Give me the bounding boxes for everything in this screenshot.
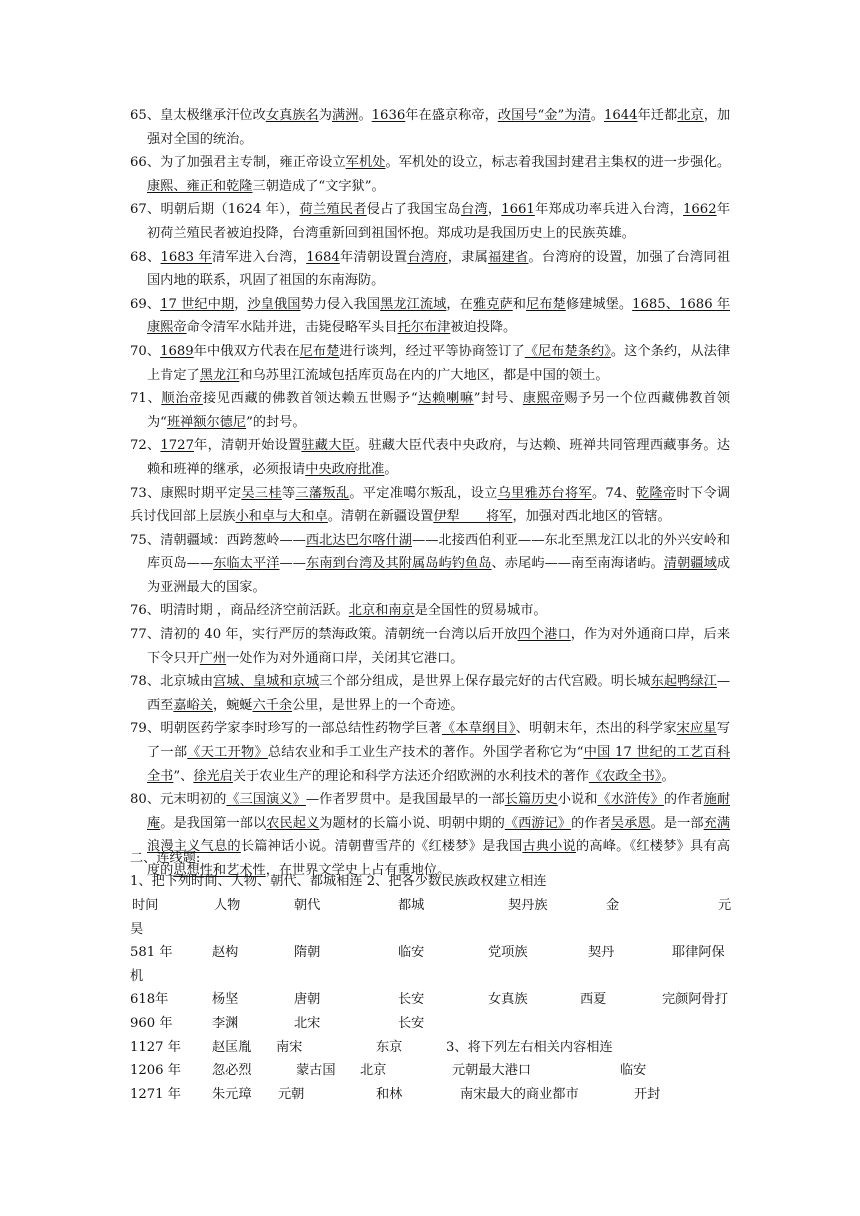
matching-cell: 契丹族 (508, 898, 548, 913)
matching-cell: 1271 年 (130, 1086, 181, 1102)
answer-blank: 台湾府 (407, 249, 448, 265)
item-text: 、赤尾屿——南至南海诸屿。 (491, 556, 664, 572)
item-number: 77、 (130, 627, 161, 643)
item-text: 进行谈判，经过平等协商签订了 (339, 343, 525, 359)
item-text: 明清时期 ，商品经济空前活跃。 (159, 603, 349, 619)
item-text: 长篇神话小说。清朝曹雪芹的《红楼梦》是我国 (240, 839, 523, 855)
matching-cell: 朱元璋 (212, 1086, 252, 1102)
answer-blank: 17 世纪中期 (160, 296, 235, 312)
item-text: 势力侵入我国 (300, 296, 381, 312)
answer-blank: 东临太平洋 (213, 556, 280, 572)
matching-cell: 蒙古国 (296, 1063, 336, 1079)
item-number: 80、 (130, 792, 161, 808)
matching-cell: 昊 (130, 921, 144, 937)
answer-blank: 古典小说 (522, 839, 576, 855)
answer-blank: 台湾 (460, 202, 488, 218)
answer-blank: 1684 (306, 249, 340, 265)
answer-blank: 东起鸭绿江 (650, 674, 717, 690)
item-text: ， (487, 202, 502, 218)
matching-cell: 东京 (376, 1039, 403, 1055)
answer-blank: 托尔布津 (397, 320, 451, 336)
item-text: —西至 (147, 674, 731, 713)
matching-cell: 元朝 (278, 1086, 305, 1102)
answer-blank: 农民起义 (266, 815, 320, 831)
matching-cell: 北京 (360, 1063, 387, 1079)
item-text: 为题材的长篇小说、明朝中期的 (319, 815, 505, 831)
item-text: 赐予另一个位西藏佛教首领为“ (147, 391, 731, 430)
item-text: 三朝造成了“文字狱”。 (252, 178, 385, 194)
item-text: 命令清军水陆并进，击毙侵略军头目 (186, 320, 398, 336)
matching-cell: 杨坚 (212, 992, 239, 1008)
section-title: 二、连线题: (130, 851, 201, 866)
item-text: 、明朝末年，杰出的科学家 (515, 721, 677, 737)
item-number: 79、 (130, 721, 161, 737)
item-text: 。 (661, 768, 675, 784)
item-text: 。是一部 (650, 815, 704, 831)
question-item (130, 529, 730, 600)
answer-blank: 改国号“金”为清 (497, 108, 591, 123)
question-item (130, 434, 730, 481)
item-text: 是全国性的贸易城市。 (414, 603, 547, 619)
matching-row (130, 918, 730, 942)
answer-blank: 1685、1686 年康熙帝 (147, 296, 731, 336)
matching-cell: 581 年 (130, 945, 173, 961)
answer-blank: 《西游记》 (504, 815, 572, 831)
answer-blank: 中国 17 世纪的工艺百科全书 (147, 745, 731, 784)
matching-row (130, 988, 730, 1012)
item-text: 三个部分组成，是世界上保存最完好的古代宫殿。明长城 (319, 674, 651, 690)
matching-cell: 朝代 (294, 898, 321, 913)
item-text: 元末明初的 (160, 792, 227, 808)
question-item (130, 151, 730, 198)
matching-cell: 1127 年 (130, 1039, 181, 1055)
matching-cell: 时间 (132, 898, 159, 913)
item-number: 67、 (130, 202, 161, 218)
matching-row (130, 1036, 730, 1060)
matching-cell: 临安 (620, 1063, 647, 1079)
item-number: 73、 (130, 485, 161, 501)
answer-blank: 长篇历史 (504, 792, 558, 808)
matching-cell: 隋朝 (294, 945, 321, 961)
item-number: 69、 (130, 296, 161, 312)
item-text: 等 (281, 485, 296, 501)
answer-blank: 嘉峪关 (173, 697, 213, 713)
item-text: ，在世界文学史上占有重地位。 (265, 863, 451, 878)
item-text: ，加强对全国的统治。 (147, 108, 731, 147)
answer-blank: 广州 (199, 650, 227, 666)
question-item (130, 340, 730, 387)
item-text: 公里，是世界上的一个奇迹。 (292, 697, 464, 713)
matching-cell: 人物 (214, 898, 241, 913)
answer-blank: 1683 年 (160, 249, 212, 265)
item-text: —— (279, 556, 306, 572)
item-text: ， (234, 296, 248, 312)
answer-blank: 伊犁 将军 (433, 509, 513, 525)
item-text: 清朝疆域：西跨葱岭—— (160, 532, 306, 548)
answer-blank: 满洲 (331, 108, 359, 123)
item-text: 为了加强君主专制，雍正帝设立 (160, 155, 346, 171)
matching-row (130, 965, 730, 989)
item-number: 71、 (130, 391, 162, 407)
item-text: ”封号、 (473, 391, 523, 407)
item-text: 和 (512, 296, 527, 312)
item-text: 北京城由 (160, 674, 214, 690)
answer-blank: 《水浒传》 (597, 792, 664, 808)
answer-blank: 思想性和艺术性 (173, 863, 266, 878)
matching-cell: 西夏 (580, 992, 607, 1008)
question-item (130, 599, 730, 623)
item-text: ，在 (446, 296, 473, 312)
matching-cell: 960 年 (130, 1015, 173, 1031)
question-item (130, 670, 730, 717)
answer-blank: 康熙、雍正和乾隆 (147, 178, 253, 194)
item-text: 。 (358, 108, 372, 123)
matching-row (130, 1083, 730, 1107)
question-item (130, 482, 730, 529)
answer-blank: 尼布楚 (526, 296, 566, 312)
matching-cell: 李渊 (212, 1015, 239, 1031)
matching-cell: 3、将下列左右相关内容相连 (446, 1039, 613, 1055)
answer-blank: 吴三桂 (241, 485, 282, 501)
answer-blank: 驻藏大臣 (301, 438, 355, 454)
answer-blank: 黑龙江流域 (380, 296, 447, 312)
answer-blank: 吴承恩 (610, 815, 651, 831)
item-number: 78、 (130, 674, 161, 690)
item-text: ，隶属 (447, 249, 489, 265)
answer-blank: 小和卓与大和卓 (235, 509, 328, 525)
item-text: 清初的 40 年，实行严厉的禁海政策。清朝统一台湾以后开放 (160, 627, 518, 643)
item-text: 小说和 (557, 792, 598, 808)
matching-cell: 党项族 (488, 945, 528, 961)
question-item (130, 623, 730, 670)
answer-blank: 《本草纲目》 (441, 721, 516, 737)
matching-cell: 临安 (398, 945, 425, 961)
item-text: ——北接西伯利亚——东北至黑龙江以北的外兴安岭和库页岛—— (147, 532, 731, 572)
item-text: 的作者 (571, 815, 611, 831)
item-text: 年郑成功率兵进入台湾， (534, 202, 684, 218)
matching-row (130, 1012, 730, 1036)
question-list (130, 104, 730, 883)
item-text: 。 (384, 461, 398, 477)
question-item (130, 387, 730, 434)
item-number: 65、 (130, 108, 161, 123)
answer-blank: 北京和南京 (348, 603, 415, 619)
answer-blank: 充满浪漫主义气息的 (147, 815, 731, 855)
answer-blank: 军机处 (345, 155, 386, 171)
matching-cell: 机 (130, 968, 144, 984)
item-text: 和乌苏里江流域包括库页岛在内的广大地区，都是中国的领土。 (239, 367, 609, 383)
answer-blank: 黑龙江 (199, 367, 240, 383)
item-text: 的作者 (663, 792, 704, 808)
answer-blank: 达赖喇嘛 (417, 391, 474, 407)
answer-blank: 1662 (683, 202, 717, 218)
answer-blank: 施耐庵 (147, 792, 731, 831)
item-text: 康熙时期平定 (160, 485, 242, 501)
item-text: 为 (318, 108, 332, 123)
answer-blank: 荷兰殖民者 (299, 202, 367, 218)
answer-blank: 女真族名 (265, 108, 319, 123)
item-text: 。驻藏大臣代表中央政府，与达赖、班禅共同管理西藏事务。达赖和班禅的继承，必须报请 (147, 438, 731, 477)
item-text: 的高峰。《红楼梦》具有高度的 (147, 839, 731, 878)
matching-cell: 元 (718, 898, 732, 913)
item-text: 年清朝设置 (339, 249, 408, 265)
matching-cell: 赵构 (212, 945, 239, 961)
item-text: 成为亚洲最大的国家。 (147, 556, 731, 595)
item-text: 关于农业生产的理论和科学方法还介绍欧洲的水利技术的著作 (232, 768, 589, 784)
matching-cell: 契丹 (588, 945, 615, 961)
answer-blank: 福建省 (488, 249, 529, 265)
matching-row (130, 894, 730, 918)
item-text: 明朝医药学家李时珍写的一部总结性药物学巨著 (160, 721, 442, 737)
answer-blank: 雅克萨 (472, 296, 513, 312)
item-text: ”、 (173, 768, 194, 784)
answer-blank: 北京 (677, 108, 704, 123)
matching-table (130, 894, 730, 1106)
answer-blank: 宋应星 (676, 721, 717, 737)
answer-blank: 1727 (160, 438, 194, 454)
matching-cell: 1206 年 (130, 1063, 181, 1079)
item-text: 。这个条约，从法律上肯定了 (147, 343, 731, 383)
answer-blank: 宫城、皇城和京城 (213, 674, 320, 690)
answer-blank: 《三国演义》 (226, 792, 306, 808)
item-text: ，作为对外通商口岸，后来下令只开 (147, 627, 731, 666)
item-text: 年中俄双方代表在 (193, 343, 300, 359)
answer-blank: 西北达巴尔喀什湖 (305, 532, 412, 548)
item-text: 接见西藏的佛教首领达赖五世赐予“ (202, 391, 418, 407)
answer-blank: 清朝疆域 (663, 556, 717, 572)
answer-blank: 1661 (501, 202, 535, 218)
question-item (130, 788, 730, 882)
item-text: 一处作为对外通商口岸，关闭其它港口。 (226, 650, 464, 666)
answer-blank: 1644 (603, 108, 638, 123)
matching-cell: 618年 (130, 992, 169, 1008)
question-item (130, 246, 730, 293)
matching-cell: 唐朝 (294, 992, 321, 1008)
answer-blank: 《尼布楚条约》 (524, 343, 611, 359)
item-text: 。74、 (591, 485, 636, 501)
answer-blank: 六千余 (252, 697, 293, 713)
answer-blank: 沙皇俄国 (247, 296, 301, 312)
item-number: 66、 (130, 155, 161, 171)
answer-blank: 中央政府批准 (305, 461, 385, 477)
item-text: 写了一部 (147, 721, 731, 761)
matching-row (130, 1059, 730, 1083)
item-number: 68、 (130, 249, 161, 265)
task-line: 1、把下列时间、人物、朝代、都城相连 2、把各少数民族政权建立相连 (130, 874, 547, 889)
item-text: 。 (590, 108, 604, 123)
matching-cell: 北宋 (294, 1015, 321, 1031)
item-text: 被迫投降。 (450, 320, 517, 336)
answer-blank: 徐光启 (193, 768, 233, 784)
answer-blank: 乌里雅苏台将军 (497, 485, 592, 501)
matching-cell: 都城 (398, 898, 425, 913)
item-text: 总结农业和手工业生产技术的著作。外国学者称它为“ (267, 745, 584, 761)
answer-blank: 班禅额尔德尼 (166, 414, 247, 430)
item-text: 年初荷兰殖民者被迫投降，台湾重新回到祖国怀抱。郑成功是我国历史上的民族英雄。 (147, 202, 731, 241)
item-text: 。清朝在新疆设置 (327, 509, 434, 525)
item-text: 时下令调兵讨伐回部上层族 (130, 485, 731, 525)
matching-cell: 南宋最大的商业都市 (460, 1086, 579, 1102)
answer-blank: 1689 (160, 343, 194, 359)
answer-blank: 《天工开物》 (187, 745, 268, 761)
item-text: 年在盛京称帝， (405, 108, 498, 123)
matching-cell: 元朝最大港口 (452, 1063, 532, 1079)
item-text: —作者罗贯中。是我国最早的一部 (305, 792, 505, 808)
matching-cell: 女真族 (488, 992, 528, 1008)
answer-blank: 三藩叛乱 (295, 485, 350, 501)
item-text: 。是我国第一部以 (160, 815, 267, 831)
matching-cell: 南宋 (276, 1039, 303, 1055)
item-number: 70、 (130, 343, 161, 359)
item-number: 76、 (130, 603, 160, 619)
item-text: 修建城堡。 (565, 296, 633, 312)
item-text: ，蜿蜒 (212, 697, 253, 713)
answer-blank: 康熙帝 (522, 391, 565, 407)
item-text: 年，清朝开始设置 (193, 438, 302, 454)
answer-blank: 顺治帝 (161, 391, 203, 407)
matching-cell: 忽必烈 (212, 1063, 252, 1079)
question-item (130, 293, 730, 340)
matching-cell: 耶律阿保 (672, 945, 725, 961)
item-text: ，加强对西北地区的管辖。 (512, 509, 671, 525)
matching-cell: 金 (606, 898, 620, 913)
answer-blank: 1636 (371, 108, 406, 123)
item-text: 侵占了我国宝岛 (366, 202, 461, 218)
matching-cell: 赵匡胤 (212, 1039, 252, 1055)
item-text: ”的封号。 (246, 414, 306, 430)
item-text: 明朝后期（1624 年）， (160, 202, 300, 218)
matching-cell: 和林 (376, 1086, 403, 1102)
item-number: 75、 (130, 532, 161, 548)
question-item (130, 104, 730, 151)
matching-cell: 长安 (398, 992, 425, 1008)
answer-blank: 《农政全书》 (588, 768, 662, 784)
matching-cell: 完颜阿骨打 (662, 992, 728, 1008)
question-item (130, 198, 730, 245)
matching-cell: 长安 (398, 1015, 425, 1031)
item-text: 。台湾府的设置，加强了台湾同祖国内地的联系，巩固了祖国的东南海防。 (147, 249, 731, 289)
item-text: 皇太极继承汗位改 (160, 108, 266, 123)
answer-blank: 东南到台湾及其附属岛屿钓鱼岛 (305, 556, 492, 572)
item-text: 年迁都 (637, 108, 678, 123)
answer-blank: 四个港口 (517, 627, 571, 643)
matching-row (130, 941, 730, 965)
matching-cell: 开封 (634, 1086, 661, 1102)
item-number: 72、 (130, 438, 161, 454)
question-item (130, 717, 730, 788)
item-text: 清军进入台湾， (212, 249, 307, 265)
item-text: 。平定准噶尔叛乱，设立 (349, 485, 498, 501)
answer-blank: 乾隆帝 (636, 485, 677, 501)
item-text: 。军机处的设立，标志着我国封建君主集权的进一步强化。 (385, 155, 731, 171)
answer-blank: 尼布楚 (299, 343, 340, 359)
